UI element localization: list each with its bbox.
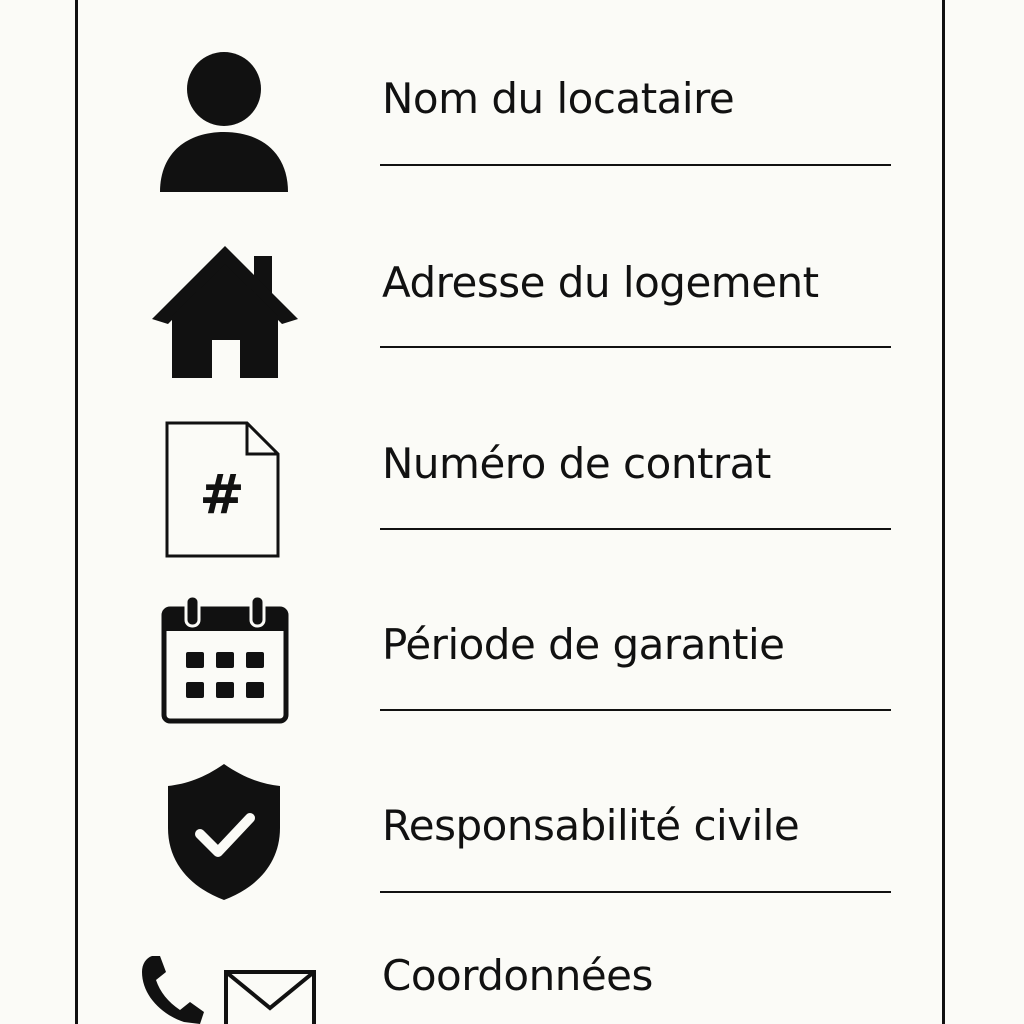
input-line-contract-number[interactable] xyxy=(380,528,891,530)
field-label-civil-liability: Responsabilité civile xyxy=(382,801,800,850)
field-label-housing-address: Adresse du logement xyxy=(382,258,819,307)
input-line-housing-address[interactable] xyxy=(380,346,891,348)
calendar-icon xyxy=(160,594,290,726)
input-line-civil-liability[interactable] xyxy=(380,891,891,893)
field-label-contact-details: Coordonnées xyxy=(382,951,653,1000)
input-line-guarantee-period[interactable] xyxy=(380,709,891,711)
person-icon xyxy=(158,52,292,194)
field-label-guarantee-period: Période de garantie xyxy=(382,620,785,669)
shield-check-icon xyxy=(166,762,282,902)
envelope-icon xyxy=(224,970,316,1024)
field-label-contract-number: Numéro de contrat xyxy=(382,439,771,488)
phone-icon xyxy=(138,952,208,1024)
document-hash-icon xyxy=(165,421,281,559)
svg-text:#: # xyxy=(199,463,245,526)
field-label-tenant-name: Nom du locataire xyxy=(382,74,735,123)
input-line-tenant-name[interactable] xyxy=(380,164,891,166)
house-icon xyxy=(150,244,300,380)
